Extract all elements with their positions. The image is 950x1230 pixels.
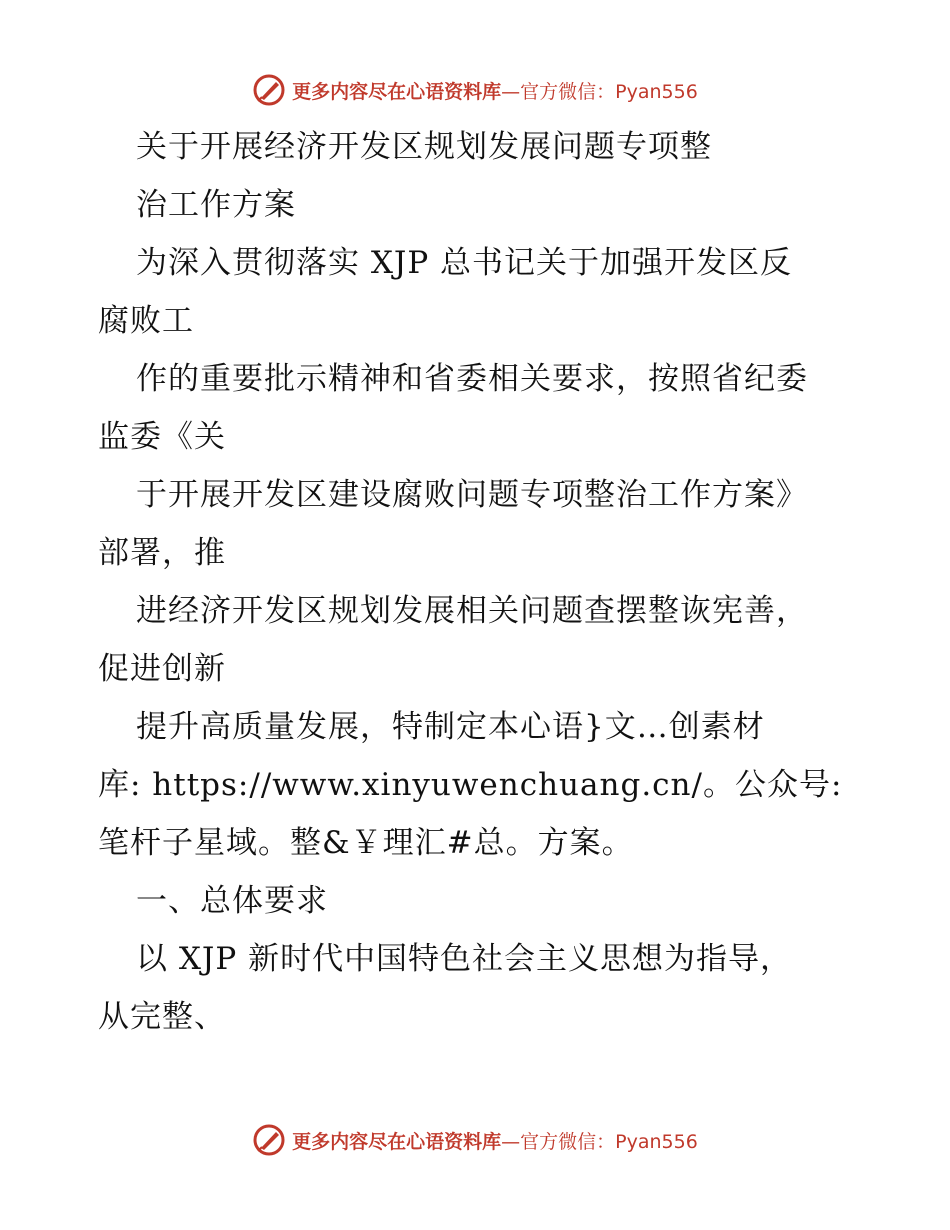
doc-line: 部署，推	[98, 535, 226, 571]
doc-line: 治工作方案	[136, 187, 296, 223]
watermark-sub-text: —官方微信：Pyan556	[501, 80, 698, 103]
doc-line: 腐败工	[98, 303, 194, 339]
doc-line: 进经济开发区规划发展相关问题查摆整诙宪善，	[136, 593, 808, 629]
doc-line: 从完整、	[98, 999, 226, 1035]
watermark-main-text: 更多内容尽在心语资料库	[292, 1130, 502, 1153]
doc-line: 监委《关	[98, 419, 226, 455]
doc-line: 为深入贯彻落实 XJP 总书记关于加强开发区反	[136, 245, 793, 281]
doc-line: 一、总体要求	[136, 883, 328, 919]
footer-watermark	[0, 1122, 950, 1158]
doc-line: 库: https://www.xinyuwenchuang.cn/。公众号:	[98, 767, 843, 803]
doc-line: 笔杆子星域。整&￥理汇#总。方案。	[98, 825, 634, 861]
header-watermark	[0, 72, 950, 108]
document-body	[98, 118, 858, 1046]
watermark-sub-text: —官方微信：Pyan556	[501, 1130, 698, 1153]
doc-line: 作的重要批示精神和省委相关要求，按照省纪委	[136, 361, 808, 397]
doc-line: 提升高质量发展，特制定本心语}文…创素材	[136, 709, 765, 745]
doc-line: 以 XJP 新时代中国特色社会主义思想为指导，	[136, 941, 793, 977]
doc-line: 促进创新	[98, 651, 226, 687]
watermark-main-text: 更多内容尽在心语资料库	[292, 80, 502, 103]
quill-logo-icon	[252, 1123, 286, 1157]
doc-line: 于开展开发区建设腐败问题专项整治工作方案》	[136, 477, 808, 513]
doc-line: 关于开展经济开发区规划发展问题专项整	[136, 129, 712, 165]
quill-logo-icon	[252, 73, 286, 107]
